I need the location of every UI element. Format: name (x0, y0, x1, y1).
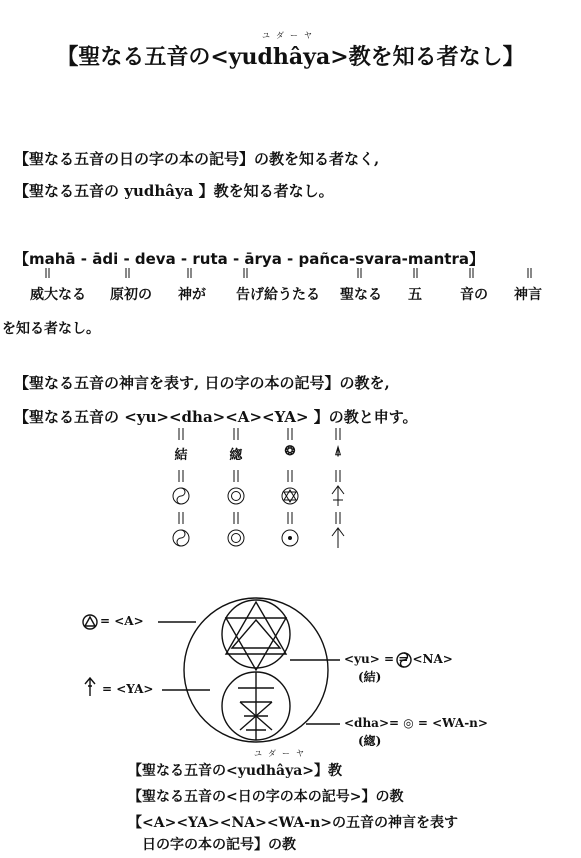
para1-line1: 【聖なる五音の日の字の本の記号】の教を知る者なく, (14, 150, 380, 168)
sanskrit-line: 【mahā - ādi - deva - ruta - ārya - pañca-svara-mantra】 (14, 250, 484, 268)
gloss-7: 神言 (514, 287, 542, 303)
label-dha: <dha>= ◎ = <WA-n> (344, 716, 488, 730)
gloss-connectors (0, 266, 581, 282)
symbol-arrow-mark: ⍋ (334, 444, 342, 459)
para1-line2: 【聖なる五音の yudhâya 】教を知る者なし。 (14, 182, 334, 200)
caption-2: 【聖なる五音の<日の字の本の記号>】の教 (128, 789, 404, 805)
page-title: 【聖なる五音の<yudhâya>教を知る者なし】 (56, 44, 525, 70)
caption-ruby: ユダーヤ (254, 749, 310, 758)
gloss-1: 原初の (110, 287, 152, 303)
para2-line1: 【聖なる五音の神言を表す, 日の字の本の記号】の教を, (14, 374, 390, 392)
sanskrit-tail: を知る者なし。 (2, 321, 100, 337)
equal-marks-row2 (179, 512, 340, 524)
caption-3: 【<A><YA><NA><WA-n>の五音の神言を表す (128, 815, 459, 831)
title-ruby: ユダーヤ (262, 31, 318, 40)
caption-4: 日の字の本の記号】の教 (142, 837, 296, 853)
label-dha-sub: (緫) (358, 734, 382, 748)
caption-1: 【聖なる五音の<yudhâya>】教 (128, 763, 343, 779)
yudhaya-diagram (0, 592, 581, 752)
label-yu-sub: (結) (358, 670, 382, 684)
gloss-6: 音の (460, 287, 488, 303)
symbol-musubi: 結 (174, 448, 188, 463)
gloss-4: 聖なる (340, 287, 382, 303)
gloss-5: 五 (408, 287, 422, 303)
label-yu: <yu> = = <NA> (344, 652, 453, 666)
gloss-2: 神が (178, 287, 206, 303)
label-a: = <A> (100, 614, 144, 628)
gloss-0: 威大なる (30, 287, 86, 303)
equal-marks-row1 (179, 470, 340, 482)
para2-line2: 【聖なる五音の <yu><dha><A><YA> 】の教と申す。 (14, 408, 418, 426)
symbol-sou: 緫 (229, 448, 243, 463)
gloss-3: 告げ給うたる (236, 287, 320, 303)
symbol-star-circle: ❂ (284, 444, 296, 459)
label-ya: = <YA> (102, 682, 154, 696)
equal-marks-row0 (179, 428, 340, 440)
